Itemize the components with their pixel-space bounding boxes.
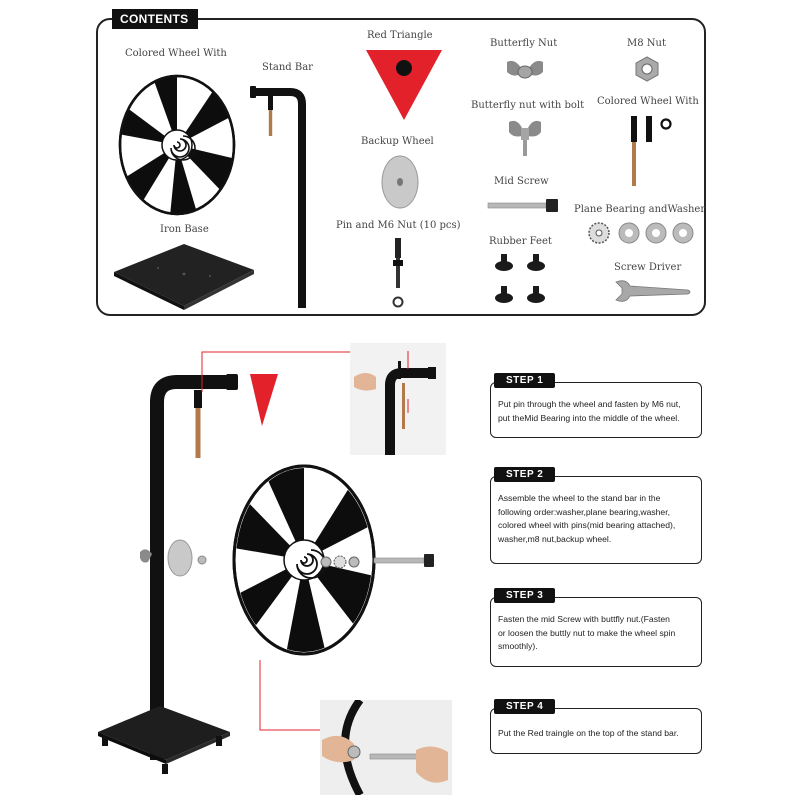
step-3-tag: STEP 3 [494, 588, 555, 603]
step-4-text [498, 727, 700, 741]
step-line: washer,m8 nut,backup wheel. [498, 533, 612, 544]
label-m8-nut: M8 Nut [627, 38, 666, 49]
step-3-text [498, 613, 700, 654]
stand-bar-image [250, 80, 320, 312]
butterfly-nut-image [505, 56, 545, 82]
butterfly-bolt-image [507, 118, 543, 158]
contents-header: CONTENTS [112, 9, 198, 29]
mid-screw-image [486, 196, 562, 216]
label-pin-nut: Pin and M6 Nut (10 pcs) [336, 220, 461, 231]
m8-nut-image [634, 56, 660, 82]
step-1-tag: STEP 1 [494, 373, 555, 388]
label-red-triangle: Red Triangle [367, 30, 433, 41]
label-butterfly-nut: Butterfly Nut [490, 38, 558, 49]
colored-wheel-image [118, 74, 236, 216]
step-2-text [498, 492, 700, 546]
step-2-tag: STEP 2 [494, 467, 555, 482]
label-colored-wheel-2: Colored Wheel With [597, 96, 699, 107]
step-1-text [498, 398, 700, 425]
wrench-image [612, 278, 694, 304]
iron-base-image [108, 240, 258, 312]
plane-bearing-image [586, 220, 696, 246]
label-colored-wheel: Colored Wheel With [125, 48, 227, 59]
step-line: following order:washer,plane bearing,washer, [498, 506, 670, 517]
step-line: Assemble the wheel to the stand bar in the [498, 493, 661, 503]
pin-nut-image [388, 238, 408, 310]
label-rubber-feet: Rubber Feet [489, 236, 552, 247]
rubber-feet-image [490, 252, 554, 310]
label-stand-bar: Stand Bar [262, 62, 313, 73]
label-iron-base: Iron Base [160, 224, 209, 235]
step-line: Put the Red traingle on the top of the stand bar. [498, 728, 679, 738]
step-line: put theMid Bearing into the middle of the wheel. [498, 412, 680, 423]
label-screw-driver: Screw Driver [614, 262, 682, 273]
step-4-tag: STEP 4 [494, 699, 555, 714]
label-butterfly-nut-bolt: Butterfly nut with bolt [471, 100, 585, 111]
step-line: Fasten the mid Screw with buttfly nut.(Fasten [498, 614, 670, 624]
step4-detail-photo [320, 700, 452, 795]
label-backup-wheel: Backup Wheel [361, 136, 434, 147]
step-line: Put pin through the wheel and fasten by M6 nut, [498, 399, 681, 409]
step1-detail-photo [350, 343, 446, 455]
pins-image [624, 114, 676, 190]
step-line: or loosen the buttly nut to make the wheel spin [498, 627, 676, 638]
backup-wheel-image [380, 154, 420, 210]
label-mid-screw: Mid Screw [494, 176, 549, 187]
red-triangle-image [364, 48, 444, 122]
label-plane-bearing: Plane Bearing andWasher [574, 204, 706, 215]
step-line: smoothly). [498, 641, 538, 651]
step-line: colored wheel with pins(mid bearing attached), [498, 520, 676, 530]
